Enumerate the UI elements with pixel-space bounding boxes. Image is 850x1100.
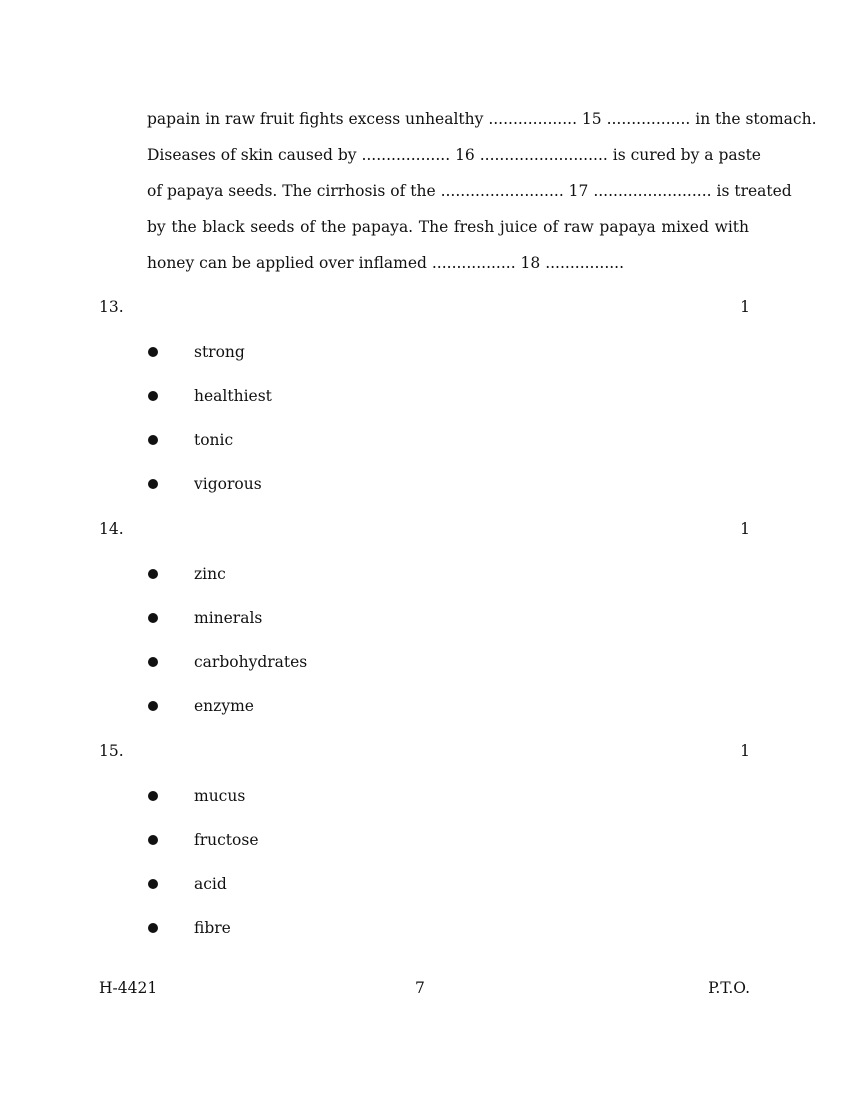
option-item	[99, 650, 750, 694]
bullet-icon	[148, 435, 158, 445]
option-item	[99, 694, 750, 738]
option-list	[99, 784, 750, 960]
bullet-icon	[148, 347, 158, 357]
option-item	[99, 784, 750, 828]
passage-line: papain in raw fruit fights excess unhealthy .................. 15 ................. in the stomach.	[147, 110, 817, 128]
option-item	[99, 340, 750, 384]
question-header	[99, 517, 750, 541]
bullet-icon	[148, 479, 158, 489]
option-item	[99, 472, 750, 516]
option-item	[99, 828, 750, 872]
question-13	[99, 295, 750, 516]
option-text: minerals	[194, 609, 263, 627]
bullet-icon	[148, 613, 158, 623]
passage-line: of papaya seeds. The cirrhosis of the ......................... 17 ........................ is treated	[147, 182, 792, 200]
passage-line: Diseases of skin caused by .................. 16 .......................... is cured by a paste	[147, 146, 761, 164]
paper-code: H-4421	[99, 979, 158, 997]
bullet-icon	[148, 835, 158, 845]
option-item	[99, 384, 750, 428]
option-text: vigorous	[194, 475, 262, 493]
option-text: acid	[194, 875, 227, 893]
question-header	[99, 739, 750, 763]
question-marks: 1	[740, 742, 750, 760]
question-number: 14.	[99, 520, 124, 538]
option-text: healthiest	[194, 387, 272, 405]
question-number: 15.	[99, 742, 124, 760]
bullet-icon	[148, 791, 158, 801]
bullet-icon	[148, 391, 158, 401]
page-number: 7	[415, 979, 425, 997]
question-header	[99, 295, 750, 319]
passage-text	[147, 105, 817, 285]
passage-line: by the black seeds of the papaya. The fresh juice of raw papaya mixed with	[147, 218, 749, 236]
option-item	[99, 562, 750, 606]
option-text: carbohydrates	[194, 653, 308, 671]
option-text: enzyme	[194, 697, 254, 715]
please-turn-over: P.T.O.	[708, 979, 750, 997]
bullet-icon	[148, 923, 158, 933]
option-text: tonic	[194, 431, 234, 449]
question-marks: 1	[740, 520, 750, 538]
option-item	[99, 428, 750, 472]
option-list	[99, 340, 750, 516]
page-footer	[99, 976, 750, 1000]
option-item	[99, 872, 750, 916]
bullet-icon	[148, 701, 158, 711]
bullet-icon	[148, 657, 158, 667]
option-text: fructose	[194, 831, 259, 849]
option-item	[99, 606, 750, 650]
question-14	[99, 517, 750, 738]
option-text: fibre	[194, 919, 231, 937]
bullet-icon	[148, 569, 158, 579]
option-list	[99, 562, 750, 738]
option-text: mucus	[194, 787, 246, 805]
option-item	[99, 916, 750, 960]
question-marks: 1	[740, 298, 750, 316]
question-15	[99, 739, 750, 960]
question-number: 13.	[99, 298, 124, 316]
option-text: strong	[194, 343, 245, 361]
option-text: zinc	[194, 565, 226, 583]
passage-line: honey can be applied over inflamed ................. 18 ................	[147, 254, 625, 272]
bullet-icon	[148, 879, 158, 889]
